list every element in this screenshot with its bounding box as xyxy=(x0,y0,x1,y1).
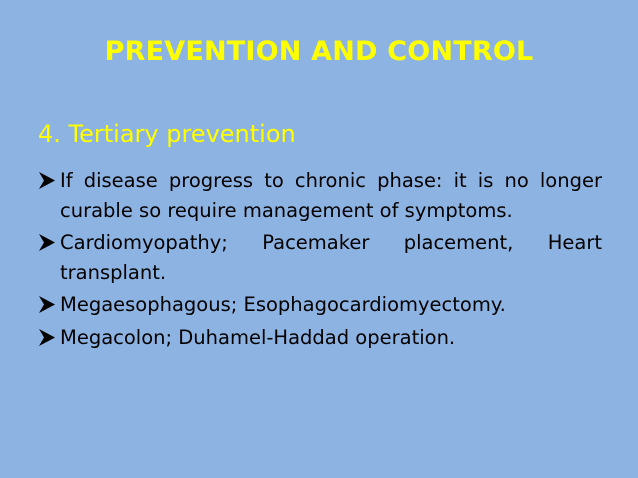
bullet-text: Megacolon; Duhamel-Haddad operation. xyxy=(60,325,456,349)
bullet-text: If disease progress to chronic phase: it is no longer curable so require management of symptoms. xyxy=(60,169,602,222)
arrowhead-bullet-icon xyxy=(36,323,58,352)
bullet-text: Megaesophagous; Esophagocardiomyectomy. xyxy=(60,293,506,316)
bullet-item xyxy=(36,290,602,320)
arrowhead-bullet-icon xyxy=(36,166,58,195)
slide-title: PREVENTION AND CONTROL xyxy=(104,36,534,67)
bullet-text: Cardiomyopathy; Pacemaker placement, Heart transplant. xyxy=(60,231,602,284)
bullet-item xyxy=(36,323,602,353)
arrowhead-bullet-icon xyxy=(36,228,58,257)
bullet-list xyxy=(36,166,602,355)
bullet-item xyxy=(36,228,602,287)
arrowhead-bullet-icon xyxy=(36,290,58,319)
slide-subtitle: 4. Tertiary prevention xyxy=(38,120,296,148)
bullet-item xyxy=(36,166,602,225)
